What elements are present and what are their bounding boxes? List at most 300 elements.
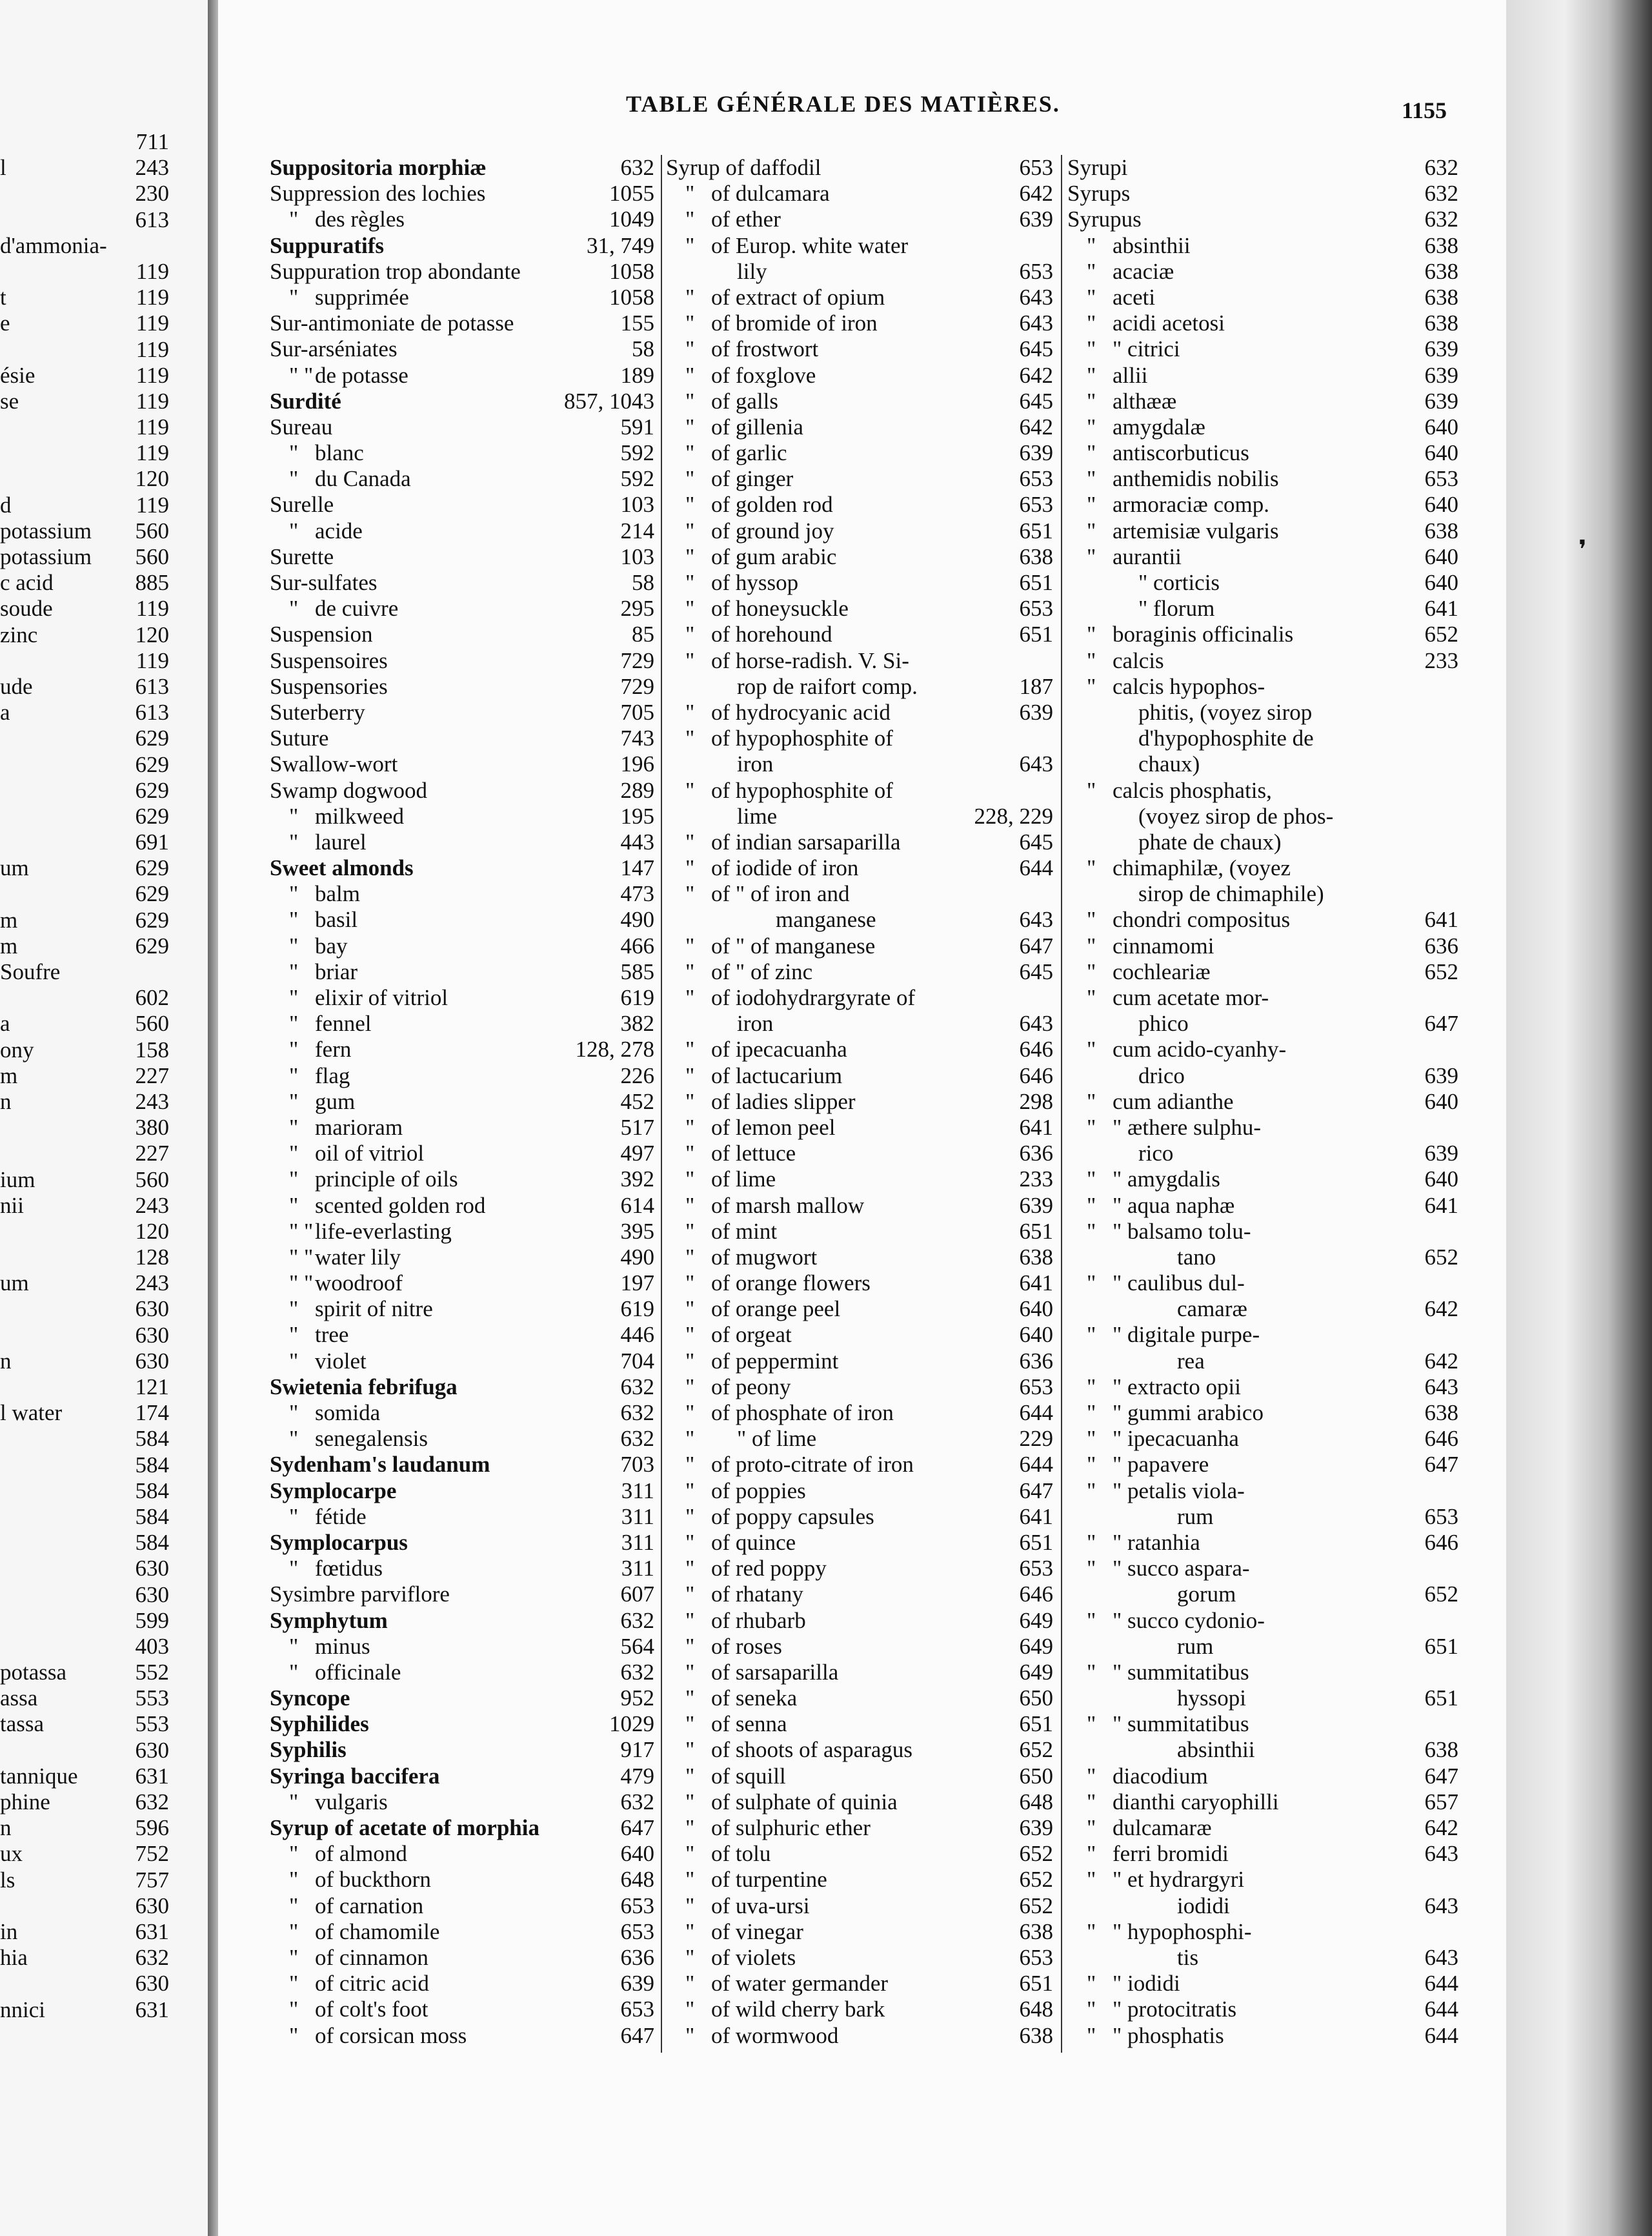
index-entry <box>270 1219 654 1245</box>
fragment-entry <box>0 493 208 518</box>
entry-term: absinthii <box>1113 232 1191 258</box>
fragment-term: nnici <box>0 1997 45 2022</box>
entry-term: (voyez sirop de phos- <box>1138 803 1334 829</box>
index-entry <box>666 2023 1053 2049</box>
index-entry <box>666 570 1053 596</box>
fragment-page-number: 629 <box>135 855 169 881</box>
entry-page-number: 647 <box>1424 1011 1458 1037</box>
index-entry <box>1067 1893 1458 1919</box>
entry-term: violet <box>315 1348 367 1374</box>
fragment-entry <box>0 959 208 985</box>
entry-term: iron <box>737 1011 774 1037</box>
fragment-entry <box>0 1919 208 1945</box>
entry-term: of mugwort <box>711 1244 818 1270</box>
ditto-mark: " <box>289 1192 299 1218</box>
fragment-entry <box>0 855 208 881</box>
entry-term: of marsh mallow <box>711 1192 865 1218</box>
entry-page-number: 452 <box>620 1088 654 1114</box>
entry-term: " petalis viola- <box>1113 1478 1245 1503</box>
fragment-entry <box>0 1245 208 1270</box>
fragment-entry <box>0 1296 208 1322</box>
index-entry <box>1067 207 1458 232</box>
ditto-mark: " <box>1087 284 1096 310</box>
entry-page-number: 196 <box>620 751 654 777</box>
entry-page-number: 636 <box>620 1944 654 1970</box>
fragment-entry <box>0 829 208 855</box>
index-entry <box>666 751 1053 777</box>
index-entry <box>1067 829 1458 855</box>
ditto-mark: " <box>1087 1400 1096 1425</box>
entry-page-number: 641 <box>1019 1270 1053 1296</box>
index-entry <box>1067 1685 1458 1711</box>
ditto-mark: " <box>685 1841 695 1867</box>
index-entry <box>1067 726 1458 751</box>
fragment-entry <box>0 985 208 1011</box>
entry-page-number: 614 <box>620 1192 654 1218</box>
fragment-entry <box>0 155 208 181</box>
fragment-entry <box>0 1037 208 1063</box>
index-entry <box>1067 1737 1458 1763</box>
fragment-page-number: 128 <box>135 1245 169 1270</box>
index-entry <box>666 1426 1053 1452</box>
entry-term: of iodide of iron <box>711 855 859 881</box>
entry-page-number: 651 <box>1424 1633 1458 1659</box>
entry-term: of red poppy <box>711 1556 827 1581</box>
index-entry <box>1067 1115 1458 1141</box>
ditto-mark: " <box>1087 1192 1096 1218</box>
entry-page-number: 648 <box>620 1867 654 1893</box>
ditto-mark: " <box>1087 466 1096 492</box>
fragment-page-number: 120 <box>135 1218 169 1244</box>
index-entry <box>270 1426 654 1452</box>
index-entry <box>1067 363 1458 389</box>
fragment-entry <box>0 1738 208 1763</box>
index-entry <box>1067 285 1458 310</box>
entry-page-number: 638 <box>1019 1918 1053 1944</box>
index-entry <box>666 1789 1053 1815</box>
entry-term: " protocitratis <box>1113 1997 1237 2022</box>
entry-page-number: 653 <box>1019 1944 1053 1970</box>
entry-term: of galls <box>711 388 779 414</box>
ditto-mark: " <box>685 284 695 310</box>
index-entry <box>666 985 1053 1011</box>
entry-page-number: 632 <box>1424 181 1458 207</box>
index-entry <box>1067 751 1458 777</box>
entry-term: balm <box>315 881 360 907</box>
fragment-entry <box>0 1789 208 1815</box>
entry-page-number: 638 <box>1424 1737 1458 1763</box>
fragment-page-number: 631 <box>135 1763 169 1789</box>
entry-page-number: 639 <box>620 1971 654 1997</box>
entry-page-number: 155 <box>620 310 654 336</box>
ditto-mark: " <box>685 1244 695 1270</box>
entry-term: Syrupus <box>1067 207 1142 232</box>
entry-term: phitis, (voyez sirop <box>1138 699 1313 725</box>
entry-page-number: 31, 749 <box>587 232 654 258</box>
ditto-mark: " <box>685 1426 695 1452</box>
fragment-term: assa <box>0 1685 38 1711</box>
index-entry <box>1067 1815 1458 1841</box>
index-entry <box>270 1166 654 1192</box>
index-entry <box>666 363 1053 389</box>
entry-term: Symphytum <box>270 1607 388 1633</box>
index-entry <box>270 1685 654 1711</box>
ditto-mark: " <box>1087 647 1096 673</box>
index-entry <box>270 1063 654 1089</box>
index-entry <box>1067 622 1458 647</box>
index-entry <box>666 648 1053 674</box>
fragment-term: c acid <box>0 570 54 596</box>
index-entry <box>666 492 1053 518</box>
entry-term: acaciæ <box>1113 258 1174 284</box>
index-entry <box>1067 570 1458 596</box>
index-entry <box>666 1971 1053 1997</box>
entry-term: of hydrocyanic acid <box>711 699 891 725</box>
index-entry <box>666 1685 1053 1711</box>
entry-term: de potasse <box>315 362 408 388</box>
index-entry <box>666 1400 1053 1426</box>
index-entry <box>666 1063 1053 1089</box>
entry-term: Symplocarpus <box>270 1529 408 1555</box>
entry-page-number: 639 <box>1424 1062 1458 1088</box>
entry-term: camaræ <box>1177 1296 1247 1322</box>
ditto-mark: " <box>1087 1971 1096 1997</box>
index-entry <box>270 596 654 622</box>
entry-term: " summitatibus <box>1113 1711 1249 1737</box>
index-entry <box>666 1737 1053 1763</box>
entry-term: artemisiæ vulgaris <box>1113 518 1279 544</box>
entry-page-number: 490 <box>620 907 654 933</box>
entry-term: " of lime <box>737 1426 817 1452</box>
index-entry <box>270 414 654 440</box>
entry-page-number: 644 <box>1424 2022 1458 2048</box>
index-entry <box>666 336 1053 362</box>
ditto-mark: " <box>1087 492 1096 518</box>
index-entry <box>666 1245 1053 1270</box>
fragment-page-number: 119 <box>136 258 169 284</box>
ditto-mark: " <box>1087 1607 1096 1633</box>
fragment-page-number: 584 <box>135 1426 169 1452</box>
entry-page-number: 643 <box>1019 1011 1053 1037</box>
index-entry <box>270 1193 654 1219</box>
ditto-mark: " <box>289 1322 299 1348</box>
entry-page-number: 642 <box>1019 362 1053 388</box>
ditto-mark: " <box>1087 933 1096 959</box>
entry-term: of horse-radish. V. Si- <box>711 647 909 673</box>
entry-term: of lemon peel <box>711 1114 836 1140</box>
fragment-term: nii <box>0 1192 24 1218</box>
entry-page-number: 636 <box>1019 1348 1053 1374</box>
entry-page-number: 639 <box>1019 207 1053 232</box>
fragment-term: um <box>0 1270 29 1296</box>
entry-page-number: 58 <box>632 336 654 362</box>
entry-page-number: 647 <box>1019 933 1053 959</box>
index-entry <box>1067 1063 1458 1089</box>
entry-term: minus <box>315 1633 370 1659</box>
entry-term: of seneka <box>711 1685 798 1711</box>
ditto-mark: " <box>685 232 695 258</box>
entry-page-number: 1055 <box>609 181 654 207</box>
entry-page-number: 632 <box>620 1426 654 1452</box>
entry-term: of garlic <box>711 440 787 466</box>
index-entry <box>666 233 1053 259</box>
entry-page-number: 632 <box>1424 207 1458 232</box>
entry-term: of carnation <box>315 1893 424 1918</box>
entry-page-number: 651 <box>1019 1971 1053 1997</box>
ditto-mark: " <box>289 1997 299 2022</box>
index-entry <box>1067 1711 1458 1737</box>
entry-page-number: 639 <box>1424 388 1458 414</box>
entry-term: of sarsaparilla <box>711 1659 839 1685</box>
ditto-mark: " <box>1087 1114 1096 1140</box>
entry-page-number: 643 <box>1424 1893 1458 1918</box>
entry-page-number: 479 <box>620 1763 654 1789</box>
fragment-page-number: 630 <box>135 1737 169 1763</box>
index-entry <box>1067 1997 1458 2022</box>
entry-term: sirop de chimaphile) <box>1138 881 1324 907</box>
index-entry <box>666 1011 1053 1037</box>
entry-term: Symplocarpe <box>270 1478 397 1503</box>
entry-page-number: 632 <box>620 1659 654 1685</box>
entry-page-number: 226 <box>620 1062 654 1088</box>
index-entry <box>666 1478 1053 1504</box>
fragment-term: potassium <box>0 518 92 544</box>
entry-term: of sulphate of quinia <box>711 1789 898 1814</box>
entry-page-number: 642 <box>1424 1348 1458 1374</box>
entry-page-number: 647 <box>1019 1478 1053 1503</box>
entry-term: gorum <box>1177 1581 1236 1607</box>
entry-term: lime <box>737 803 778 829</box>
index-entry <box>270 855 654 881</box>
index-entry <box>666 1374 1053 1400</box>
entry-term: of iodohydrargyrate of <box>711 985 916 1010</box>
entry-page-number: 311 <box>621 1556 654 1581</box>
fragment-entry <box>0 570 208 596</box>
fragment-page-number: 596 <box>135 1815 169 1841</box>
entry-term: Syphilis <box>270 1737 347 1763</box>
entry-term: officinale <box>315 1659 401 1685</box>
ditto-mark: " <box>289 881 299 907</box>
fragment-page-number: 630 <box>135 1556 169 1581</box>
ditto-mark: " <box>289 2022 299 2048</box>
entry-page-number: 644 <box>1424 1997 1458 2022</box>
fragment-term: a <box>0 1011 10 1037</box>
ditto-mark: " <box>1087 1322 1096 1348</box>
entry-term: cum acetate mor- <box>1113 985 1269 1010</box>
ditto-mark: " <box>685 1400 695 1425</box>
ditto-mark: " <box>1087 907 1096 933</box>
fragment-page-number: 629 <box>135 777 169 803</box>
ditto-mark: " <box>1087 1037 1096 1062</box>
entry-page-number: 103 <box>620 492 654 518</box>
fragment-entry <box>0 1867 208 1893</box>
index-entry <box>666 1945 1053 1971</box>
index-entry <box>666 933 1053 959</box>
entry-term: of " of zinc <box>711 959 813 984</box>
fragment-entry <box>0 233 208 259</box>
index-entry <box>1067 440 1458 466</box>
column-divider <box>661 155 662 2053</box>
entry-term: of quince <box>711 1529 796 1555</box>
entry-term: Swamp dogwood <box>270 777 428 803</box>
entry-page-number: 653 <box>1019 258 1053 284</box>
ditto-mark: " <box>685 2022 695 2048</box>
entry-term: Suture <box>270 726 329 751</box>
index-entry <box>1067 181 1458 207</box>
entry-page-number: 490 <box>620 1244 654 1270</box>
fragment-page-number: 757 <box>135 1867 169 1893</box>
entry-page-number: 652 <box>1019 1841 1053 1867</box>
entry-term: of almond <box>315 1841 407 1867</box>
fragment-page-number: 560 <box>135 544 169 569</box>
entry-term: calcis <box>1113 647 1164 673</box>
ditto-mark: " <box>1087 1867 1096 1893</box>
entry-page-number: 652 <box>1424 1581 1458 1607</box>
entry-page-number: 653 <box>1019 155 1053 180</box>
index-entry <box>270 233 654 259</box>
entry-term: of corsican moss <box>315 2022 467 2048</box>
fragment-term: in <box>0 1918 18 1944</box>
index-entry <box>666 596 1053 622</box>
entry-term: gum <box>315 1088 356 1114</box>
entry-term: " caulibus dul- <box>1113 1270 1245 1296</box>
ditto-mark: " <box>1087 1452 1096 1478</box>
ditto-mark: " <box>685 388 695 414</box>
fragment-page-number: 227 <box>135 1062 169 1088</box>
fragment-entry <box>0 1011 208 1037</box>
fragment-entry <box>0 207 208 233</box>
ditto-mark: " <box>685 1037 695 1062</box>
fragment-entry <box>0 648 208 674</box>
ditto-mark: " <box>685 1556 695 1581</box>
index-entry <box>1067 804 1458 829</box>
entry-term: of gum arabic <box>711 544 837 569</box>
entry-page-number: 643 <box>1424 1944 1458 1970</box>
fragment-entry <box>0 881 208 907</box>
index-entry <box>270 1504 654 1530</box>
entry-term: of frostwort <box>711 336 819 362</box>
fragment-page-number: 243 <box>135 1088 169 1114</box>
index-entry <box>666 1348 1053 1374</box>
ditto-mark: " <box>289 1971 299 1997</box>
entry-page-number: 1058 <box>609 284 654 310</box>
ditto-mark: " <box>289 596 299 622</box>
entry-term: phico <box>1138 1011 1189 1037</box>
fragment-term: soude <box>0 596 53 622</box>
entry-page-number: 729 <box>620 647 654 673</box>
ditto-mark: " <box>685 570 695 595</box>
index-entry <box>270 1581 654 1607</box>
index-entry <box>666 1115 1053 1141</box>
entry-page-number: 653 <box>620 1997 654 2022</box>
entry-term: " gummi arabico <box>1113 1400 1264 1425</box>
ditto-mark: " <box>685 1166 695 1192</box>
index-entry <box>270 1530 654 1556</box>
entry-term: fœtidus <box>315 1556 383 1581</box>
fragment-term: tannique <box>0 1763 78 1789</box>
entry-term: " ipecacuanha <box>1113 1426 1239 1452</box>
entry-page-number: 636 <box>1019 1141 1053 1166</box>
fragment-term: ude <box>0 673 33 699</box>
fragment-page-number: 119 <box>136 647 169 673</box>
ditto-mark: " <box>1087 544 1096 569</box>
index-entry <box>666 1660 1053 1685</box>
entry-page-number: 644 <box>1019 855 1053 881</box>
ditto-mark: " <box>685 440 695 466</box>
index-entry <box>1067 389 1458 414</box>
entry-page-number: 653 <box>1019 596 1053 622</box>
fragment-term: hia <box>0 1945 28 1971</box>
index-entry <box>1067 1634 1458 1660</box>
entry-page-number: 645 <box>1019 959 1053 984</box>
ditto-mark: " <box>289 1166 299 1192</box>
fragment-entry <box>0 1063 208 1089</box>
entry-page-number: 651 <box>1019 622 1053 647</box>
fragment-page-number: 584 <box>135 1503 169 1529</box>
entry-term: of Europ. white water <box>711 232 909 258</box>
fragment-term: t <box>0 285 6 310</box>
entry-term: of water germander <box>711 1971 889 1997</box>
entry-term: " corticis <box>1138 570 1220 595</box>
fragment-entry <box>0 1893 208 1919</box>
index-entry <box>1067 648 1458 674</box>
fragment-entry <box>0 1323 208 1348</box>
entry-term: of indian sarsaparilla <box>711 829 901 855</box>
fragment-entry <box>0 1193 208 1219</box>
entry-page-number: 638 <box>1424 310 1458 336</box>
entry-term: fétide <box>315 1503 367 1529</box>
ditto-mark: " <box>289 1037 299 1062</box>
entry-page-number: 214 <box>620 518 654 544</box>
index-entry <box>270 1919 654 1945</box>
fragment-term: d <box>0 492 12 518</box>
entry-term: dianthi caryophilli <box>1113 1789 1279 1814</box>
ditto-mark: " <box>1087 777 1096 803</box>
fragment-term: zinc <box>0 622 38 647</box>
entry-term: diacodium <box>1113 1763 1208 1789</box>
entry-term: lily <box>737 258 767 284</box>
ditto-mark: " <box>1087 336 1096 362</box>
entry-term: fern <box>315 1037 352 1062</box>
index-entry <box>270 648 654 674</box>
entry-term: hyssopi <box>1177 1685 1246 1711</box>
index-entry <box>1067 1037 1458 1062</box>
fragment-entry <box>0 1115 208 1141</box>
entry-term: of poppy capsules <box>711 1503 874 1529</box>
index-entry <box>1067 778 1458 804</box>
ditto-mark: " <box>685 207 695 232</box>
entry-page-number: 641 <box>1424 907 1458 933</box>
fragment-term: um <box>0 855 29 881</box>
entry-term: briar <box>315 959 358 984</box>
index-entry <box>270 1711 654 1737</box>
fragment-entry <box>0 1945 208 1971</box>
index-entry <box>1067 1011 1458 1037</box>
ditto-mark: " <box>685 1581 695 1607</box>
ditto-mark: " <box>1087 985 1096 1010</box>
ditto-mark: " <box>289 1296 299 1322</box>
ditto-mark: " <box>685 1918 695 1944</box>
index-entry <box>1067 1374 1458 1400</box>
fragment-entry <box>0 778 208 804</box>
fragment-entry <box>0 1374 208 1400</box>
entry-page-number: 729 <box>620 673 654 699</box>
entry-page-number: 638 <box>1424 1400 1458 1425</box>
fragment-entry <box>0 518 208 544</box>
entry-term: supprimée <box>315 284 409 310</box>
ditto-mark: " <box>685 518 695 544</box>
entry-page-number: 743 <box>620 726 654 751</box>
